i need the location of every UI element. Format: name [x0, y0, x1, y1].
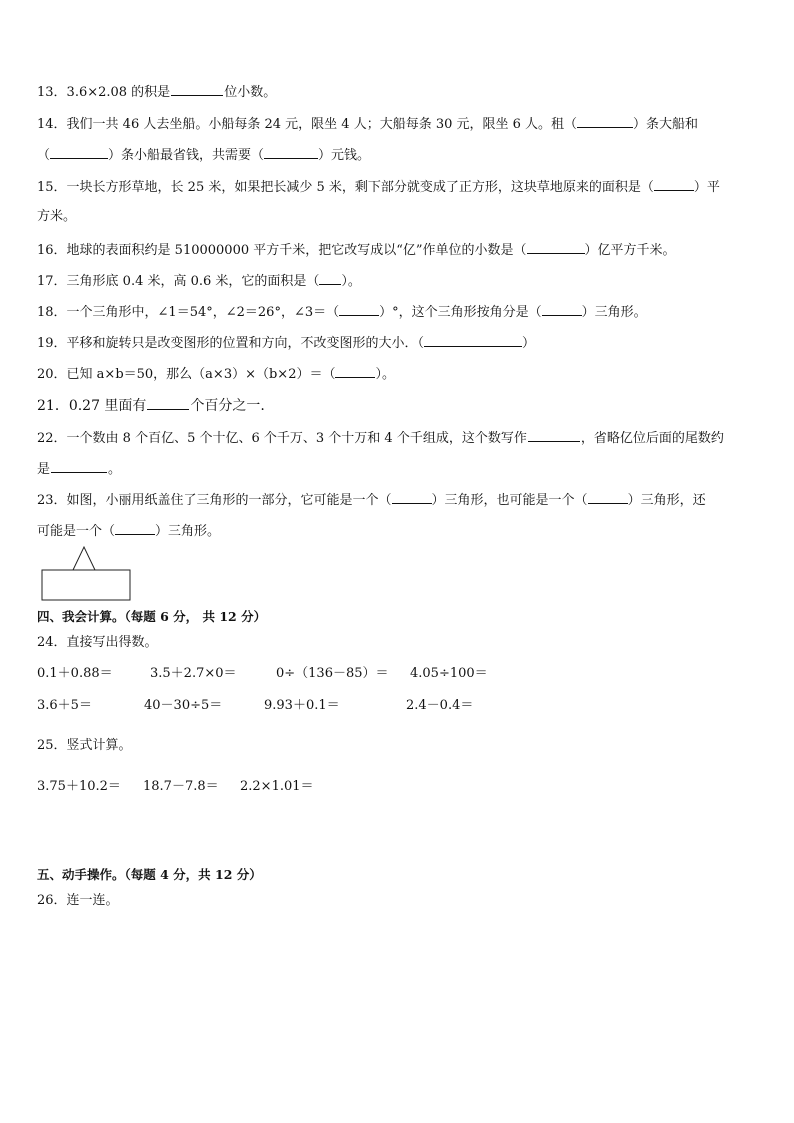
q15-text-b: ）平	[693, 180, 720, 195]
calc-24-6: 40－30÷5＝	[144, 698, 223, 713]
question-15-line-2	[37, 208, 759, 226]
question-18	[37, 302, 759, 322]
q23-text-e: ）三角形。	[155, 524, 221, 539]
covered-triangle-figure	[39, 543, 133, 603]
q21-text-a: 21．0.27 里面有	[37, 398, 147, 414]
triangle-tip	[73, 547, 95, 570]
q19-text-b: ）	[522, 336, 536, 351]
q17-text-b: ）。	[341, 274, 361, 289]
calc-24-5: 3.6＋5＝	[37, 698, 92, 713]
q20-text-a: 20．已知 a×b＝50，那么（a×3）×（b×2）＝（	[37, 367, 336, 382]
q14-text-a: 14．我们一共 46 人去坐船。小船每条 24 元，限坐 4 人；大船每条 30 元，限坐 6 人。租（	[37, 117, 578, 132]
q15-area-blank[interactable]	[654, 177, 694, 191]
q14-text-c: （	[37, 148, 51, 163]
q22-approx-blank[interactable]	[51, 459, 107, 473]
q14-small-boat-blank[interactable]	[50, 145, 108, 159]
calc-24-7: 9.93＋0.1＝	[264, 698, 340, 713]
q23-text-a: 23．如图，小丽用纸盖住了三角形的一部分，它可能是一个（	[37, 493, 392, 508]
question-13	[37, 82, 759, 102]
question-22-line-2	[37, 459, 759, 479]
q19-text-a: 19．平移和旋转只是改变图形的位置和方向，不改变图形的大小．（	[37, 336, 425, 351]
q13-text-a: 13．3.6×2.08 的积是	[37, 85, 171, 100]
question-14-line-1	[37, 114, 759, 134]
calc-25-3: 2.2×1.01＝	[240, 779, 314, 794]
q21-answer-blank[interactable]	[147, 396, 189, 410]
q14-text-e: ）元钱。	[318, 148, 371, 163]
q13-text-b: 位小数。	[224, 85, 277, 100]
calc-24-1: 0.1＋0.88＝	[37, 666, 113, 681]
q20-answer-blank[interactable]	[335, 364, 375, 378]
question-24-title: 24．直接写出得数。	[37, 635, 158, 650]
calc-25-1: 3.75＋10.2＝	[37, 779, 121, 794]
q23-text-c: ）三角形，还	[627, 493, 706, 508]
q23-blank-1[interactable]	[392, 490, 432, 504]
question-23-line-2	[37, 521, 759, 541]
q23-blank-3[interactable]	[115, 521, 155, 535]
q14-text-d: ）条小船最省钱，共需要（	[108, 148, 265, 163]
q14-big-boat-blank[interactable]	[577, 114, 633, 128]
q17-text-a: 17．三角形底 0.4 米，高 0.6 米，它的面积是（	[37, 274, 320, 289]
question-22-line-1	[37, 428, 759, 448]
q21-text-b: 个百分之一.	[190, 398, 265, 414]
section-4-heading: 四、我会计算。（每题 6 分， 共 12 分）	[37, 609, 267, 624]
q18-text-c: ）三角形。	[581, 305, 647, 320]
q19-answer-blank[interactable]	[424, 333, 522, 347]
q18-text-a: 18．一个三角形中，∠1＝54°，∠2＝26°，∠3＝（	[37, 305, 340, 320]
q18-angle-blank[interactable]	[339, 302, 379, 316]
question-19	[37, 333, 759, 353]
q23-text-d: 可能是一个（	[37, 524, 116, 539]
q22-text-c: 是	[37, 462, 51, 477]
q17-answer-blank[interactable]	[319, 271, 341, 285]
question-26-title: 26．连一连。	[37, 893, 119, 908]
q14-text-b: ）条大船和	[633, 117, 699, 132]
section-5-heading: 五、动手操作。（每题 4 分，共 12 分）	[37, 867, 262, 882]
calc-24-4: 4.05÷100＝	[410, 666, 488, 681]
question-14-line-2	[37, 145, 759, 165]
question-25-title: 25．竖式计算。	[37, 738, 132, 753]
question-16	[37, 240, 759, 260]
q13-answer-blank[interactable]	[171, 82, 223, 96]
question-21	[37, 396, 759, 415]
q16-text-a: 16．地球的表面积约是 510000000 平方千米，把它改写成以“亿”作单位的小数是（	[37, 243, 527, 258]
calc-24-8: 2.4－0.4＝	[406, 698, 474, 713]
q20-text-b: ）。	[375, 367, 395, 382]
q22-text-a: 22．一个数由 8 个百亿、5 个十亿、6 个千万、3 个十万和 4 个千组成，这个数写作	[37, 431, 527, 446]
q14-cost-blank[interactable]	[264, 145, 318, 159]
q18-text-b: ）°，这个三角形按角分是（	[379, 305, 542, 320]
q23-blank-2[interactable]	[588, 490, 628, 504]
q22-text-b: ，省略亿位后面的尾数约	[580, 431, 724, 446]
covering-paper	[42, 570, 130, 600]
q22-text-d: 。	[108, 462, 122, 477]
q15-text-a: 15．一块长方形草地，长 25 米，如果把长减少 5 米，剩下部分就变成了正方形，这块草地原来的面积是（	[37, 180, 654, 195]
q18-type-blank[interactable]	[542, 302, 582, 316]
q22-number-blank[interactable]	[528, 428, 580, 442]
q16-text-b: ）亿平方千米。	[584, 243, 676, 258]
q15-text-c: 方米。	[37, 209, 77, 224]
question-15-line-1	[37, 177, 759, 197]
calc-24-2: 3.5＋2.7×0＝	[150, 666, 237, 681]
q23-text-b: ）三角形，也可能是一个（	[431, 493, 588, 508]
calc-25-2: 18.7－7.8＝	[143, 779, 219, 794]
q16-answer-blank[interactable]	[527, 240, 585, 254]
question-23-line-1	[37, 490, 759, 510]
question-20	[37, 364, 759, 384]
question-17	[37, 271, 759, 291]
calc-24-3: 0÷（136－85）＝	[276, 666, 389, 681]
